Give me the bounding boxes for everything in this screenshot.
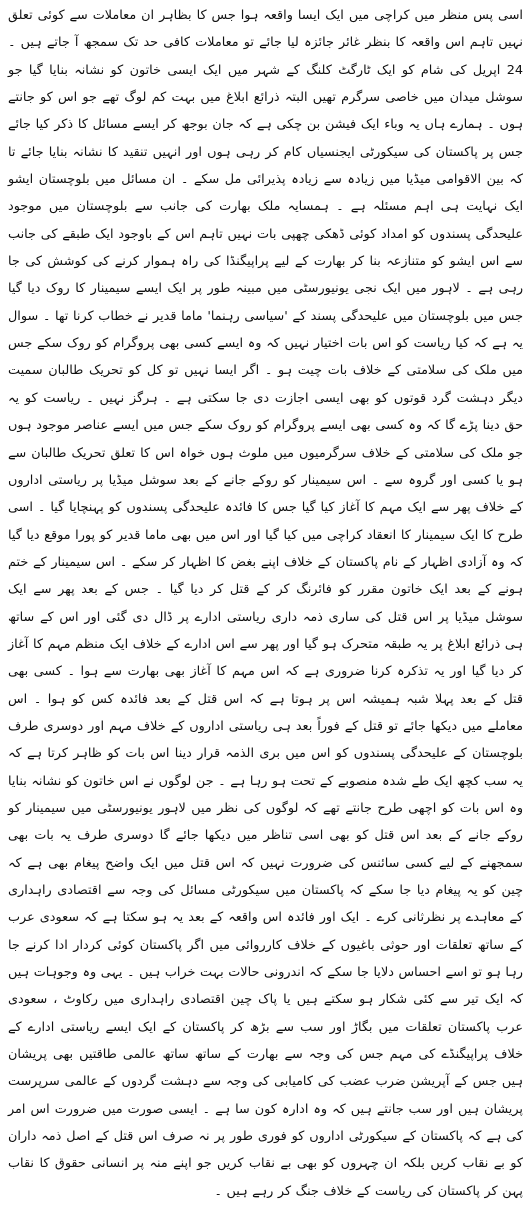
article-body-text: اسی پس منظر میں کراچی میں ایک ایسا واقعہ ہوا جس کا بظاہر ان معاملات سے کوئی تعلق نہیں تاہم اس واقعہ کا بنظر غائر جائزہ لیا جائے تو معاملات کافی حد تک سمجھ آ جاتے ہیں ۔ 24 اپریل کی شام کو ایک ٹارگٹ کلنگ کے شہر میں ایک ایسی خاتون کو نشانہ بنایا گیا جو سوشل میدان میں خاصی سرگرم تھیں البتہ ذرائع ابلاغ میں بہت کم لوگ تھے جو اس کو جانتے ہوں ۔ ہمارے ہاں یہ وباء ایک فیشن بن چکی ہے کہ جان بوجھ کر ایسے مسائل کا ذکر کیا جائے جس پر پاکستان کی سیکورٹی ایجنسیاں کام کر رہی ہوں اور انہیں تنقید کا نشانہ بنایا جائے تا کہ بین الاقوامی میڈیا میں زیادہ سے زیادہ پذیرائی مل سکے ۔ ان مسائل میں بلوچستان ایشو ایک نہایت ہی اہم مسئلہ ہے ۔ ہمسایہ ملک بھارت کی جانب سے بلوچستان میں موجود علیحدگی پسندوں کو امداد کوئی ڈھکی چھپی بات نہیں تاہم اس کے باوجود ایک طبقے کی جانب سے اس ایشو کو متنازعہ بنا کر بھارت کے لیے پراپیگنڈا کی راہ ہموار کرنے کی کوشش کی جا رہی ہے ۔ لاہور میں ایک نجی یونیورسٹی میں مبینہ طور پر ایک ایسے سیمینار کا روک دیا گیا جس میں بلوچستان میں علیحدگی پسند کے 'سیاسی رہنما' ماما قدیر نے خطاب کرنا تھا ۔ سوال یہ ہے کہ کیا ریاست کو اس بات اختیار نہیں کہ وہ ایسے کسی بھی پروگرام کو روک سکے جس میں ملک کی سلامتی کے خلاف بات چیت ہو ۔ اگر ایسا نہیں تو کل کو تحریک طالبان سمیت دیگر دہشت گرد قوتوں کو بھی ایسی اجازت دی جا سکتی ہے ۔ ہرگز نہیں ۔ ریاست کو یہ حق دینا پڑے گا کہ وہ کسی بھی ایسے پروگرام کو روک سکے جس میں ایسے عناصر موجود ہوں جو ملک کی سلامتی کے خلاف سرگرمیوں میں ملوث ہوں خواہ اس کا تعلق تحریک طالبان سے ہو یا کسی اور گروہ سے ۔ اس سیمینار کو روکے جانے کے بعد سوشل میڈیا پر ریاستی اداروں کے خلاف پھر سے ایک مہم کا آغاز کیا گیا جس کا فائدہ علیحدگی پسندوں کو پہنچایا گیا ۔ اسی طرح کا ایک سیمینار کا انعقاد کراچی میں کیا گیا اور اس میں بھی ماما قدیر کو پورا موقع دیا گیا کہ وہ آزادی اظہار کے نام پاکستان کے خلاف اپنے بغض کا اظہار کر سکے ۔ اس سیمینار کے ختم ہونے کے بعد ایک خاتون مقرر کو فائرنگ کر کے قتل کر دیا گیا ۔ جس کے بعد پھر سے ایک سوشل میڈیا پر اس قتل کی ساری ذمہ داری ریاستی ادارے پر ڈال دی گئی اور اس کے ساتھ ہی ذرائع ابلاغ پر یہ طبقہ متحرک ہو گیا اور پھر سے اس ادارے کے خلاف ایک منظم مہم کا آغاز کر دیا گیا اور یہ تذکرہ کرنا ضروری ہے کہ اس مہم کا آغاز بھی بھارت سے ہوا ۔ کسی بھی قتل کے بعد پہلا شبہ ہمیشہ اس پر ہوتا ہے کہ اس قتل کے بعد فائدہ کس کو ہوا ۔ اس معاملے میں دیکھا جائے تو قتل کے فوراً بعد ہی ریاستی اداروں کے خلاف مہم اور دوسری طرف بلوچستان کے علیحدگی پسندوں کو اس میں بری الذمہ قرار دینا اس بات کو ظاہر کرتا ہے کہ یہ سب کچھ ایک طے شدہ منصوبے کے تحت ہو رہا ہے ۔ جن لوگوں نے اس خاتون کو نشانہ بنایا وہ اس بات کو اچھی طرح جانتے تھے کہ لوگوں کی نظر میں لاہور یونیورسٹی میں سیمینار کو روکے جانے کے بعد اس قتل کو بھی اسی تناظر میں دیکھا جائے گا دوسری طرف یہ بات بھی سمجھنے کے لیے کسی سائنس کی ضرورت نہیں کہ اس قتل میں ایک واضح پیغام بھی ہے کہ چین کو یہ پیغام دیا جا سکے کہ پاکستان میں سیکورٹی مسائل کی وجہ سے اقتصادی راہداری کے معاہدے پر نظرثانی کرے ۔ ایک اور فائدہ اس واقعہ کے بعد یہ ہو سکتا ہے کہ سعودی عرب کے ساتھ تعلقات اور حوثی باغیوں کے خلاف کارروائی میں اگر پاکستان کوئی کردار ادا کرنے جا رہا ہو تو اسے احساس دلایا جا سکے کہ اندرونی حالات بہت خراب ہیں ۔ یہی وہ وجوہات ہیں کہ ایک تیر سے کئی شکار ہو سکتے ہیں یا پاک چین اقتصادی راہداری میں رکاوٹ ، سعودی عرب پاکستان تعلقات میں بگاڑ اور سب سے بڑھ کر پاکستان کے ایک ایسے ریاستی ادارے کے خلاف پراپیگنڈے کی مہم جس کی وجہ سے بھارت کے ساتھ ساتھ عالمی طاقتیں بھی پریشان ہیں جس کے آپریشن ضرب عضب کی کامیابی کی وجہ سے دہشت گردوں کے عالمی سرپرست پریشان ہیں اور سب جانتے ہیں کہ وہ ادارہ کون سا ہے ۔ ایسی صورت میں ضرورت اس امر کی ہے کہ پاکستان کے سیکورٹی اداروں کو فوری طور پر نہ صرف اس قتل کے اصل ذمہ داران کو بے نقاب کریں بلکہ ان چہروں کو بھی بے نقاب کریں جو اپنے منہ پر انسانی حقوق کا نقاب پہن کر پاکستان کی ریاست کے خلاف جنگ کر رہے ہیں ۔: [8, 8, 523, 1199]
